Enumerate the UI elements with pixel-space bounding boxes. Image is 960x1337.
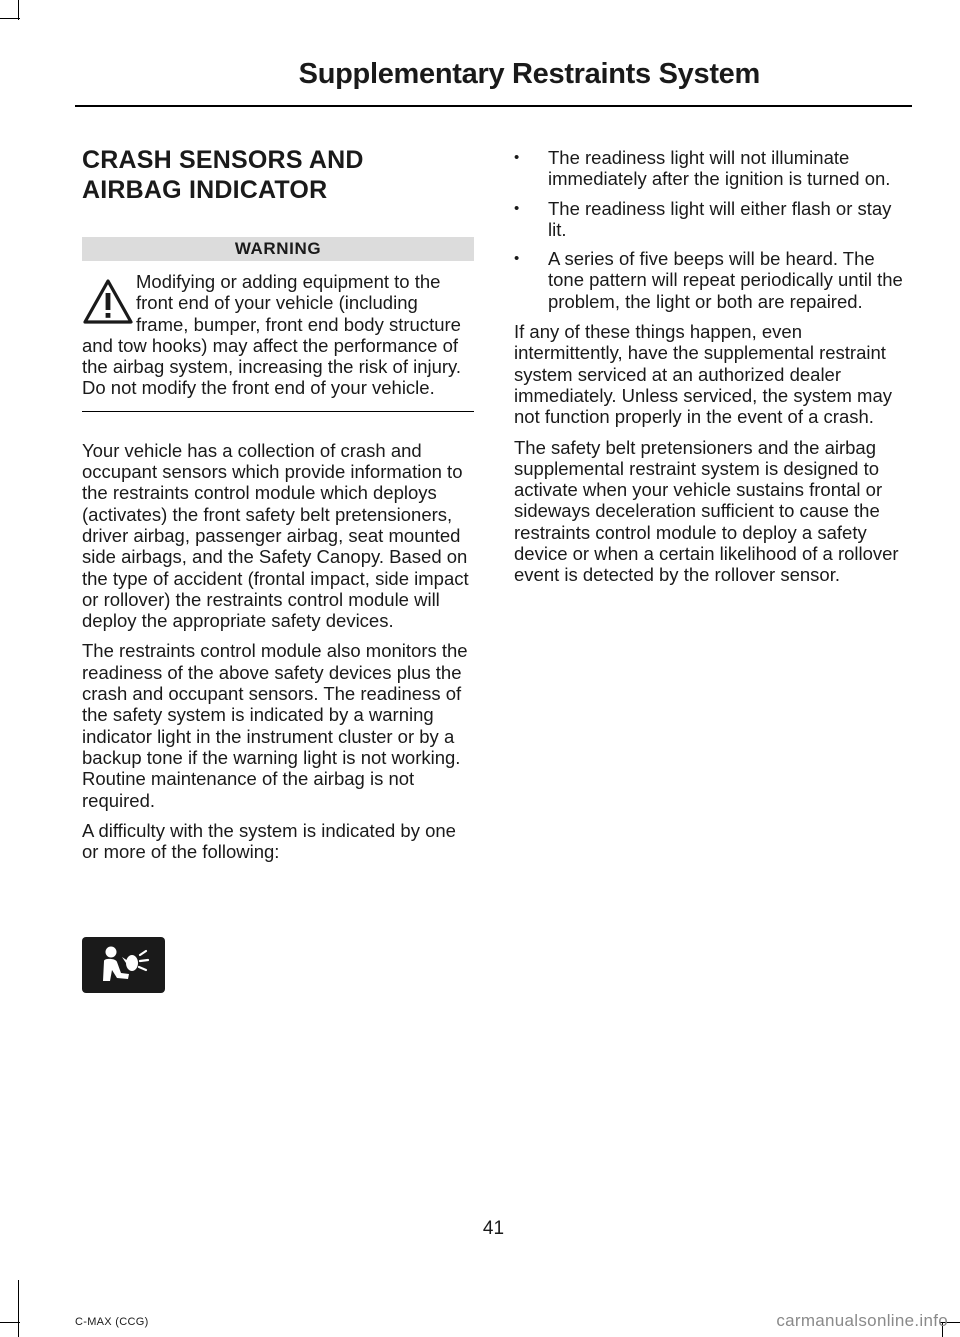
- symptom-list: [514, 147, 912, 312]
- body-paragraph: If any of these things happen, even intermittently, have the supplemental restraint system serviced at an authorized dealer immediately. Unless serviced, the system may not function properly in the event of a crash.: [514, 321, 892, 428]
- list-item: • The readiness light will either flash or stay lit.: [514, 198, 912, 241]
- watermark: carmanualsonline.info: [776, 1311, 948, 1330]
- model-code: C-MAX (CCG): [75, 1316, 149, 1328]
- header-rule: [75, 105, 912, 107]
- body-paragraph: The safety belt pretensioners and the airbag supplemental restraint system is designed to activate when your vehicle sustains frontal or sideways deceleration sufficient to cause the restraints control module to deploy a safety device or when a certain likelihood of a rollover event is detected by the rollover sensor.: [514, 436, 899, 586]
- page-number: 41: [482, 1218, 505, 1239]
- warning-divider: [82, 411, 474, 412]
- left-column: [82, 145, 474, 871]
- crop-mark: [0, 18, 20, 19]
- body-paragraph: The restraints control module also monitors the readiness of the above safety devices plus the crash and occupant sensors. The readiness of the safety system is indicated by a warning indicator light in the instrument cluster or by a backup tone if the warning light is not working. Routine maintenance of the airbag is not required.: [82, 640, 468, 811]
- right-column: [514, 147, 912, 595]
- airbag-person-icon: [82, 937, 165, 993]
- list-item: • A series of five beeps will be heard. The tone pattern will repeat periodically until the problem, the light or both are repaired.: [514, 248, 912, 312]
- warning-text: Modifying or adding equipment to the front end of your vehicle (including frame, bumper, front end body structure and tow hooks) may affect the performance of the airbag system, increasing the risk of injury. Do not modify the front end of your vehicle.: [82, 271, 462, 399]
- warning-box: [82, 271, 474, 399]
- body-paragraph: A difficulty with the system is indicated by one or more of the following:: [82, 819, 456, 863]
- section-title: [82, 145, 474, 205]
- body-paragraph: Your vehicle has a collection of crash and occupant sensors which provide information to the restraints control module which deploys (activates) the front safety belt pretensioners, driver airbag, passenger airbag, seat mounted side airbags, and the Safety Canopy. Based on the type of accident (frontal impact, side impact or rollover) the restraints control module will deploy the appropriate safety devices.: [82, 439, 469, 632]
- crop-mark: [0, 1322, 20, 1323]
- crop-mark: [18, 1280, 19, 1337]
- airbag-indicator-icon: [82, 937, 165, 993]
- warning-label: WARNING: [82, 237, 474, 261]
- section-title-line1: CRASH SENSORS AND: [82, 146, 364, 174]
- list-item: • The readiness light will not illuminate immediately after the ignition is turned on.: [514, 147, 912, 190]
- page-header-title: Supplementary Restraints System: [298, 58, 760, 90]
- warning-triangle-icon: [82, 277, 134, 327]
- section-title-line2: AIRBAG INDICATOR: [82, 176, 328, 204]
- crop-mark: [18, 0, 19, 20]
